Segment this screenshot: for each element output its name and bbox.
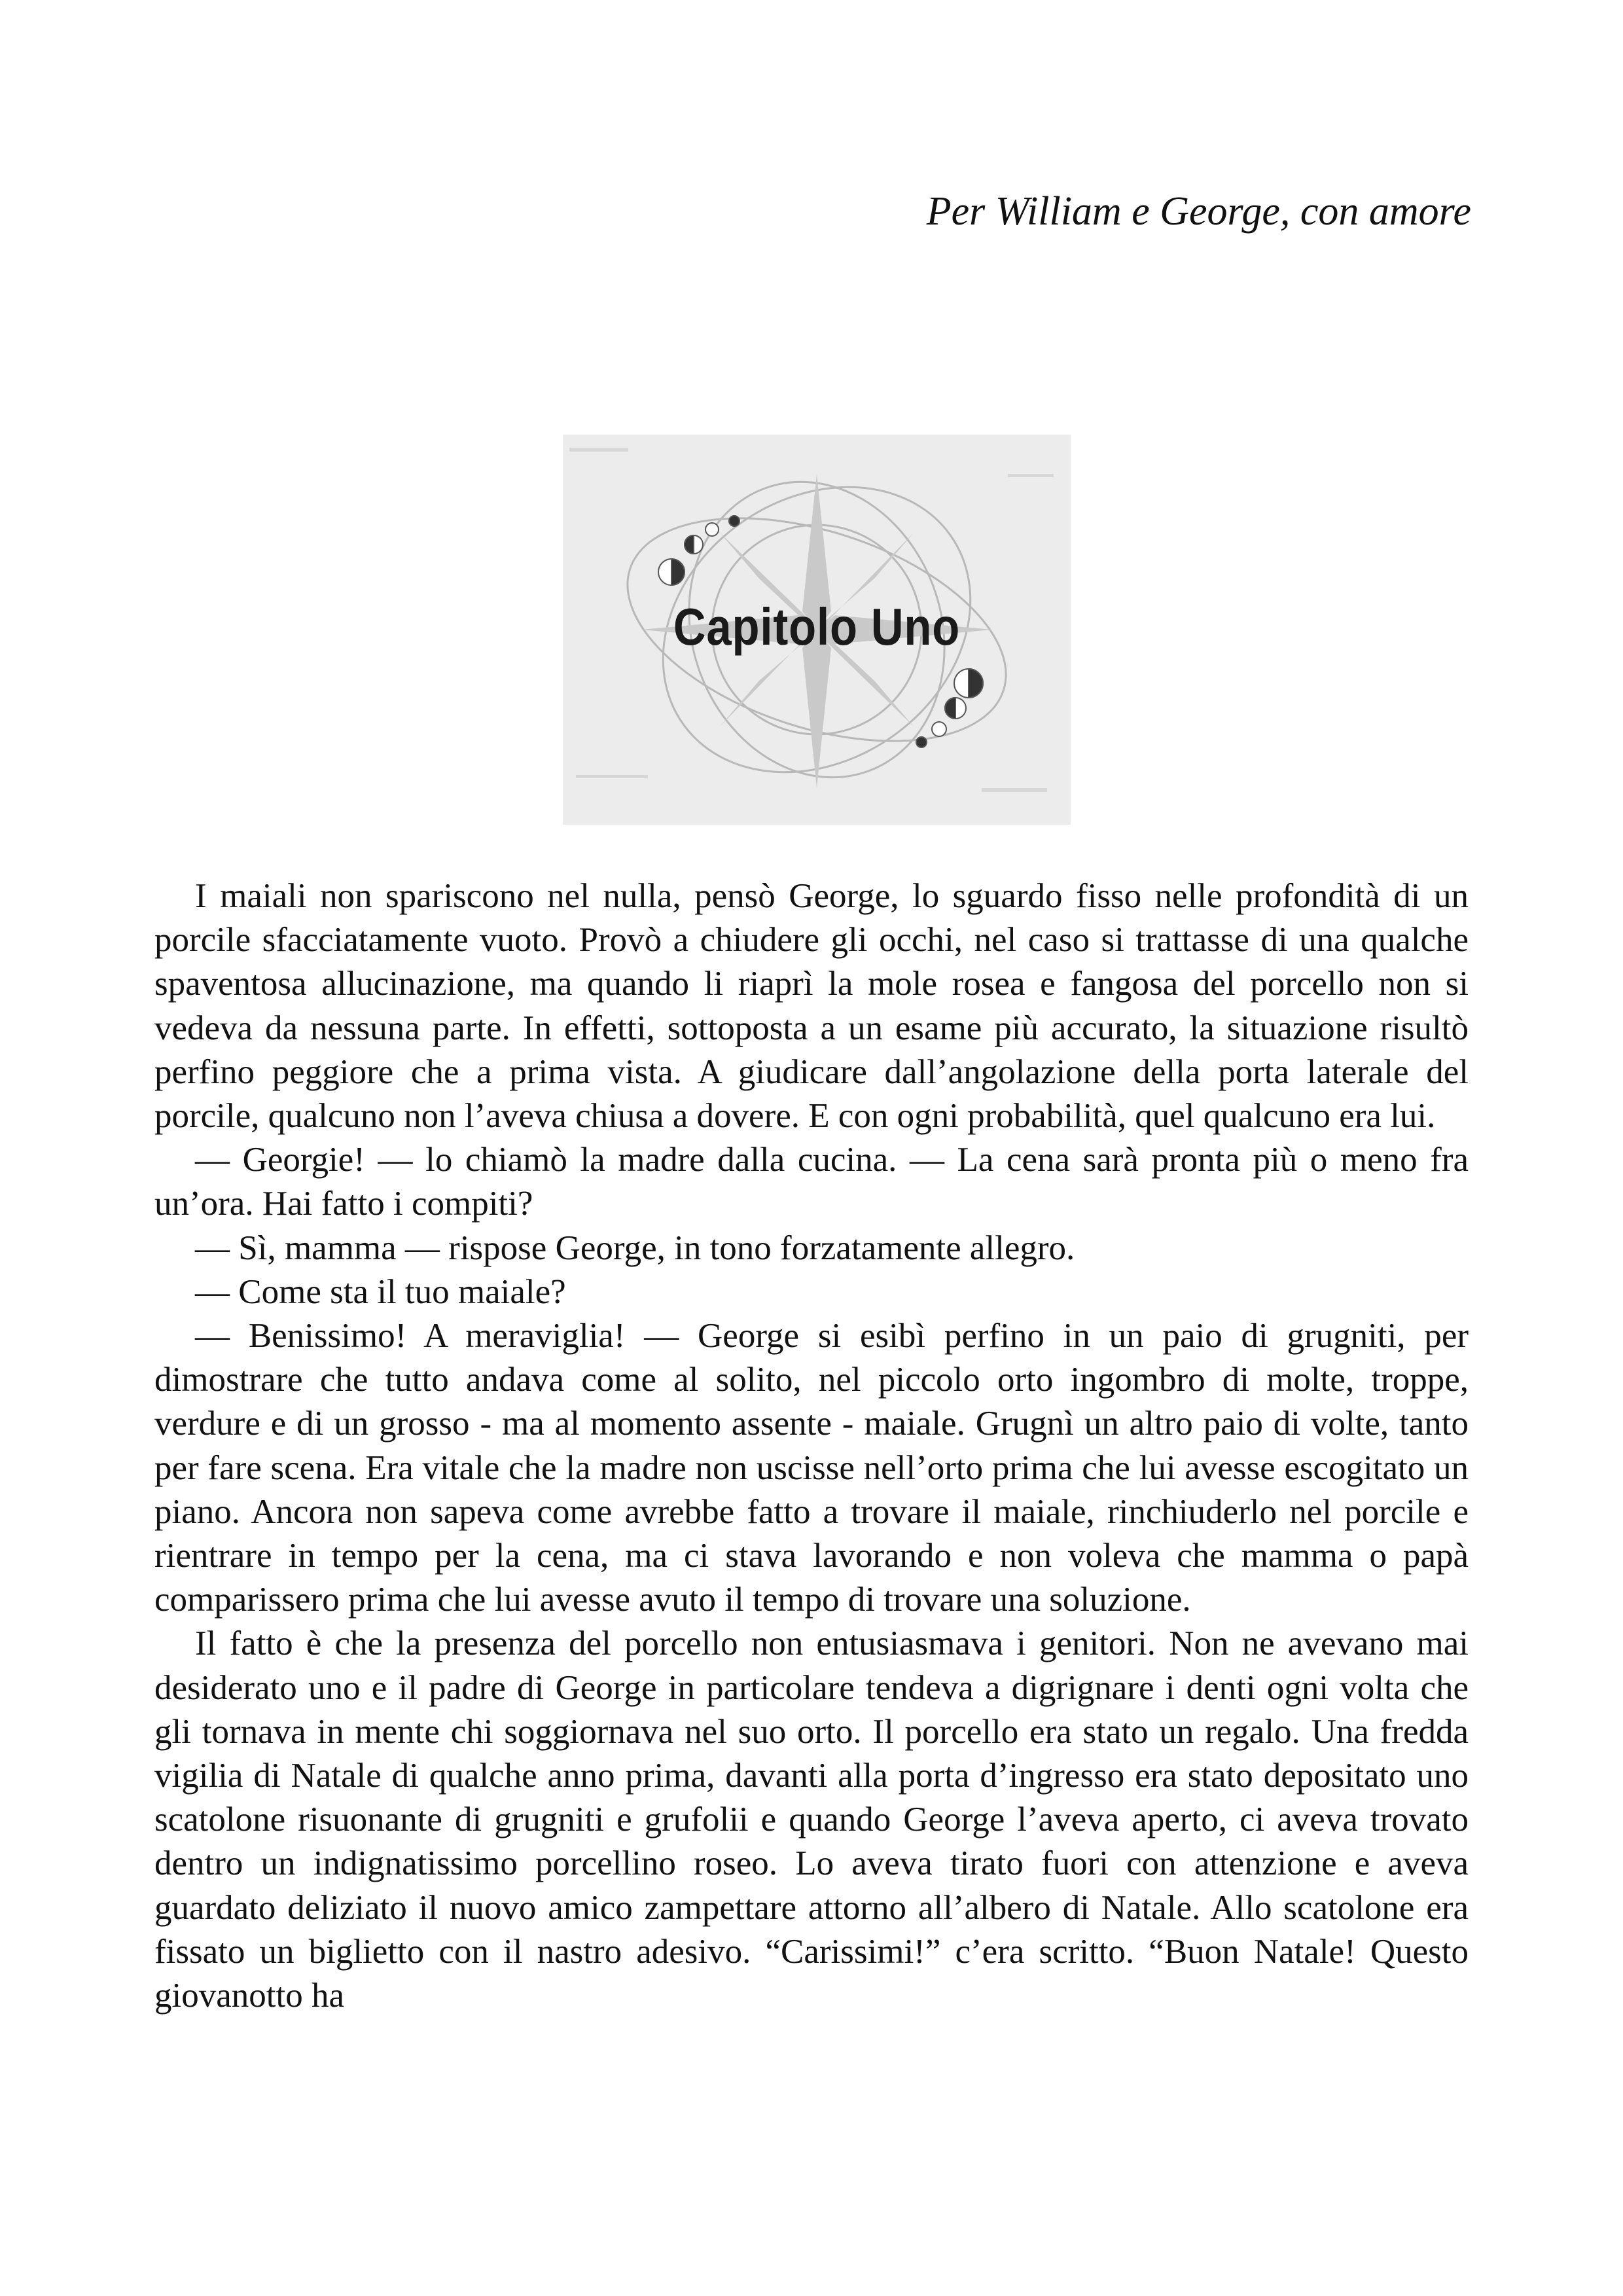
chapter-title: Capitolo Uno: [673, 598, 961, 656]
chapter-heading-graphic: [563, 435, 1071, 825]
paragraph: I maiali non spariscono nel nulla, pensò George, lo sguardo fisso nelle profondità di un porcile sfacciatamente vuoto. Provò a chiudere gli occhi, nel caso si trattasse di una qualche spaventosa allucinazione, ma quando li riaprì la mole rosea e fangosa del porcello non si vedeva da nessuna parte. In effetti, sottoposta a un esame più accurato, la situazione risultò perfino peggiore che a prima vista. A giudicare dall’angolazione della porta laterale del porcile, qualcuno non l’aveva chiusa a dovere. E con ogni probabilità, quel qualcuno era lui.: [154, 877, 1469, 1136]
chapter-body-text: [154, 874, 1469, 2018]
paragraph: — Benissimo! A meraviglia! — George si esibì perfino in un paio di grugniti, per dimostrare che tutto andava come al solito, nel piccolo orto ingombro di molte, troppe, verdure e di un grosso - ma al momento assente - maiale. Grugnì un altro paio di volte, tanto per fare scena. Era vitale che la madre non uscisse nell’orto prima che lui avesse escogitato un piano. Ancora non sapeva come avrebbe fatto a trovare il maiale, rinchiuderlo nel porcile e rientrare in tempo per la cena, ma ci stava lavorando e non voleva che mamma o papà comparissero prima che lui avesse avuto il tempo di trovare una soluzione.: [154, 1317, 1469, 1619]
dedication: Per William e George, con amore: [926, 189, 1471, 234]
paragraph: — Sì, mamma — rispose George, in tono forzatamente allegro.: [195, 1229, 1075, 1267]
paragraph: — Georgie! — lo chiamò la madre dalla cucina. — La cena sarà pronta più o meno fra un’ora. Hai fatto i compiti?: [154, 1141, 1469, 1223]
paragraph: Il fatto è che la presenza del porcello non entusiasmava i genitori. Non ne avevano mai desiderato uno e il padre di George in particolare tendeva a digrignare i denti ogni volta che gli tornava in mente chi soggiornava nel suo orto. Il porcello era stato un regalo. Una fredda vigilia di Natale di qualche anno prima, davanti alla porta d’ingresso era stato depositato uno scatolone risuonante di grugniti e grufolii e quando George l’aveva aperto, ci aveva trovato dentro un indignatissimo porcellino roseo. Lo aveva tirato fuori con attenzione e aveva guardato deliziato il nuovo amico zampettare attorno all’albero di Natale. Allo scatolone era fissato un biglietto con il nastro adesivo. “Carissimi!” c’era scritto. “Buon Natale! Questo giovanotto ha: [154, 1624, 1469, 2015]
paragraph: — Come sta il tuo maiale?: [195, 1272, 566, 1311]
